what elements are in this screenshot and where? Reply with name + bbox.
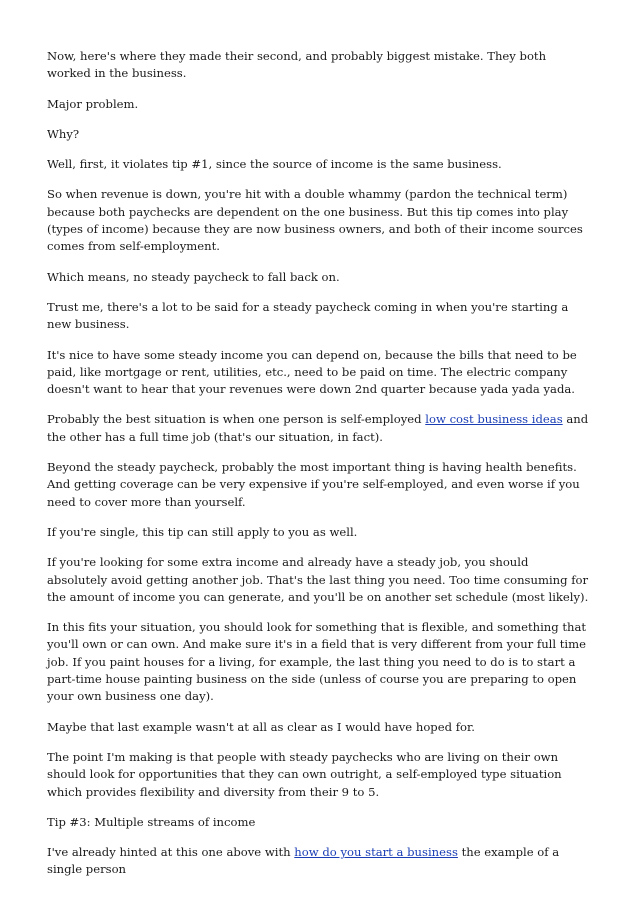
paragraph: Well, first, it violates tip #1, since the source of income is the same business. <box>47 157 502 172</box>
paragraph: Beyond the steady paycheck, probably the most important thing is having health benefits. And getting coverage can be very expensive if you're self-employed, and even worse if you need to cover more than yourself. <box>47 460 580 509</box>
paragraph-text-before-link: I've already hinted at this one above with <box>47 845 295 860</box>
how-do-you-start-a-business-link[interactable]: how do you start a business <box>294 845 458 860</box>
paragraph: So when revenue is down, you're hit with a double whammy (pardon the technical term) because both paychecks are dependent on the one business. But this tip comes into play (types of income) because they are now business owners, and both of their income sources comes from self-employment. <box>47 187 583 254</box>
paragraph: In this fits your situation, you should look for something that is flexible, and something that you'll own or can own. And make sure it's in a field that is very different from your full time job. If you paint houses for a living, for example, the last thing you need to do is to start a part-time house painting business on the side (unless of course you are preparing to open your own business one day). <box>47 620 587 704</box>
paragraph-text-after-link: the example of a single person <box>47 845 560 877</box>
paragraph-text-after-link: and the other has a full time job (that's our situation, in fact). <box>47 412 589 444</box>
paragraph: Now, here's where they made their second, and probably biggest mistake. They both worked in the business. <box>47 49 547 81</box>
paragraph-with-link <box>47 844 592 879</box>
section-heading-tip-3: Tip #3: Multiple streams of income <box>47 814 256 829</box>
low-cost-business-ideas-link[interactable]: low cost business ideas <box>425 412 563 427</box>
paragraph: If you're looking for some extra income and already have a steady job, you should absolutely avoid getting another job. That's the last thing you need. Too time consuming for the amount of income you can generate, and you'll be on another set schedule (most likely). <box>47 555 589 604</box>
paragraph: If you're single, this tip can still apply to you as well. <box>47 524 358 539</box>
paragraph: Major problem. <box>47 96 139 111</box>
paragraph-with-link <box>47 411 592 446</box>
paragraph: The point I'm making is that people with steady paychecks who are living on their own should look for opportunities that they can own outright, a self-employed type situation which provides flexibility and diversity from their 9 to 5. <box>47 749 562 799</box>
paragraph: Which means, no steady paycheck to fall back on. <box>47 269 340 284</box>
paragraph: Maybe that last example wasn't at all as clear as I would have hoped for. <box>47 719 475 734</box>
paragraph: Why? <box>47 126 80 141</box>
paragraph: It's nice to have some steady income you can depend on, because the bills that need to be paid, like mortgage or rent, utilities, etc., need to be paid on time. The electric company doesn't want to hear that your revenues were down 2nd quarter because yada yada yada. <box>47 347 577 397</box>
paragraph-text-before-link: Probably the best situation is when one person is self-employed <box>47 412 426 427</box>
document-body <box>47 48 592 892</box>
paragraph: Trust me, there's a lot to be said for a steady paycheck coming in when you're starting a new business. <box>47 299 569 332</box>
